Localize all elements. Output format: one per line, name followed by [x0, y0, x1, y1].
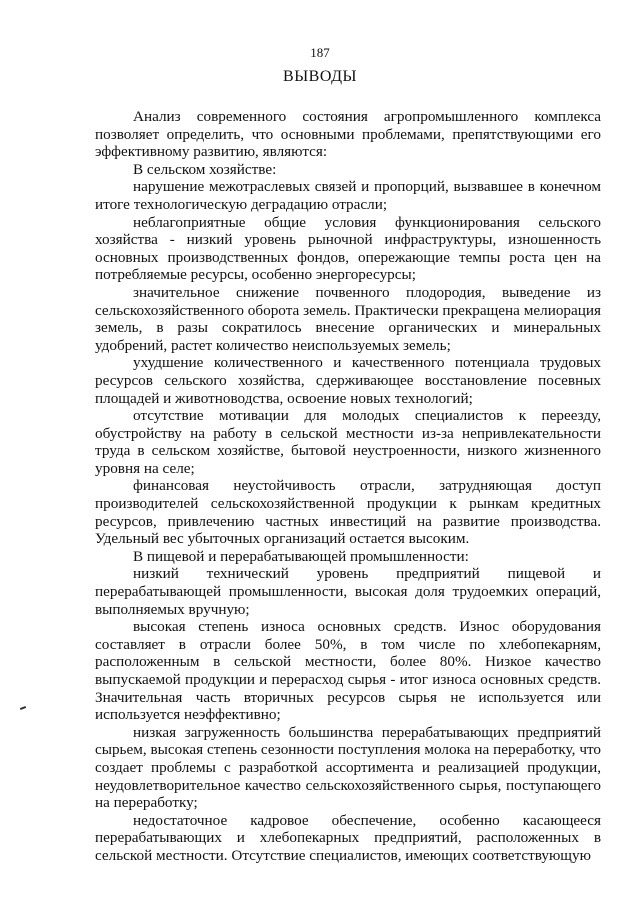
paragraph-item: низкий технический уровень предприятий пищевой и перерабатывающей промышленности, высокая доля трудоемких операций, выполняемых вручную; [95, 565, 601, 618]
paragraph-item: неблагоприятные общие условия функционирования сельского хозяйства - низкий уровень рыночной инфраструктуры, изношенность основных производственных фондов, опережающие темпы роста цен на потребляемые ресурсы, особенно энергоресурсы; [95, 213, 601, 284]
paragraph-item: нарушение межотраслевых связей и пропорций, вызвавшее в конечном итоге технологическую деградацию отрасли; [95, 178, 601, 213]
body-text [95, 108, 601, 865]
paragraph-food-industry-header: В пищевой и перерабатывающей промышленности: [133, 547, 469, 565]
paragraph-item: финансовая неустойчивость отрасли, затрудняющая доступ производителей сельскохозяйственной продукции к рынкам кредитных ресурсов, привлечению частных инвестиций на развитие производства. Удельный вес убыточных организаций остается высоким. [95, 477, 601, 548]
paragraph-intro: Анализ современного состояния агропромышленного комплекса позволяет определить, что основными проблемами, препятствующими его эффективному развитию, являются: [95, 108, 601, 161]
page-number: 187 [310, 45, 330, 60]
paragraph-agriculture-header: В сельском хозяйстве: [133, 160, 277, 178]
paragraph-item: низкая загруженность большинства перерабатывающих предприятий сырьем, высокая степень сезонности поступления молока на переработку, что создает проблемы с разработкой ассортимента и реализацией продукции, неудовлетворительное качество сельскохозяйственного сырья, поступающего на переработку; [95, 723, 601, 812]
scan-mark [20, 706, 26, 710]
section-heading: ВЫВОДЫ [283, 68, 357, 85]
paragraph-item: ухудшение количественного и качественного потенциала трудовых ресурсов сельского хозяйства, сдерживающее восстановление посевных площадей и животноводства, освоение новых технологий; [95, 354, 601, 407]
paragraph-item: высокая степень износа основных средств. Износ оборудования составляет в отрасли более 50%, в том числе по хлебопекарням, расположенным в сельской местности, более 80%. Низкое качество выпускаемой продукции и перерасход сырья - итог износа основных средств. Значительная часть вторичных ресурсов сырья не используется или используется неэффективно; [95, 618, 601, 724]
paragraph-item: отсутствие мотивации для молодых специалистов к переезду, обустройству на работу в сельской местности из-за непривлекательности труда в сельском хозяйстве, бытовой неустроенности, низкого жизненного уровня на селе; [95, 407, 601, 477]
paragraph-item: недостаточное кадровое обеспечение, особенно касающееся перерабатывающих и хлебопекарных предприятий, расположенных в сельской местности. Отсутствие специалистов, имеющих соответствующую [95, 811, 601, 864]
paragraph-item: значительное снижение почвенного плодородия, выведение из сельскохозяйственного оборота земель. Практически прекращена мелиорация земель, в разы сократилось внесение органических и минеральных удобрений, растет количество неиспользуемых земель; [95, 283, 601, 354]
